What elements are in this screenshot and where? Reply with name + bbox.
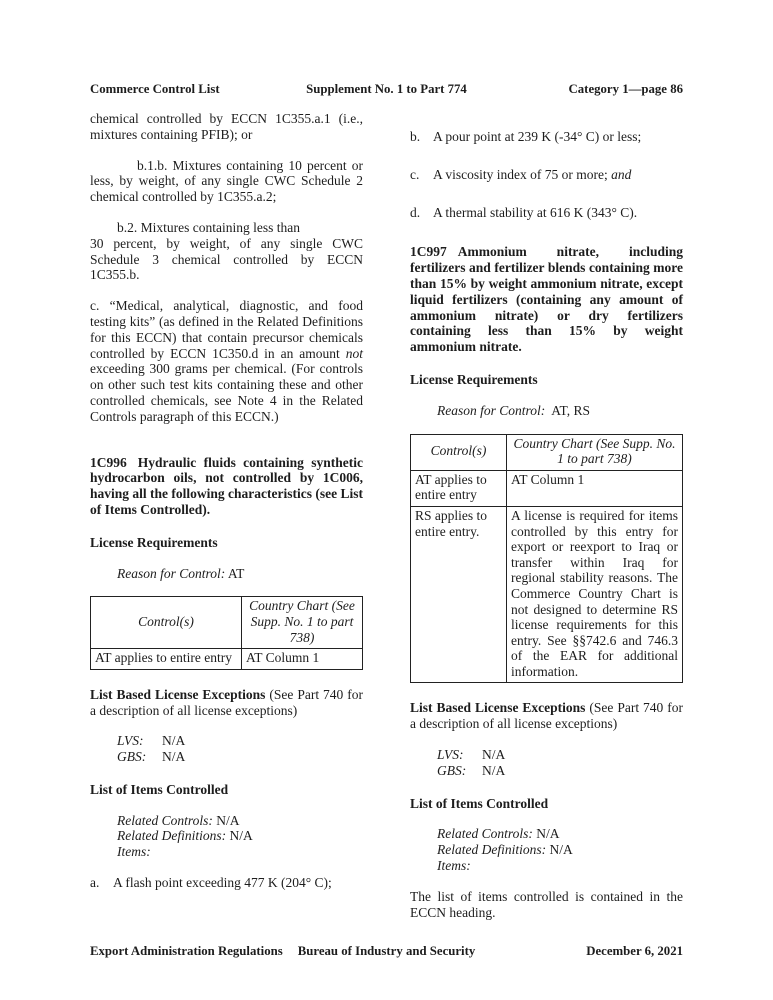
reason-for-control-1c997 (410, 403, 683, 419)
license-exceptions-group-1c997 (410, 747, 683, 779)
table-header-row (91, 597, 363, 649)
related-definitions-line (410, 842, 683, 858)
lble-heading-bold: List Based License Exceptions (410, 700, 586, 716)
table-cell-chart-at: AT Column 1 (507, 470, 683, 506)
table-row-at (411, 470, 683, 506)
related-controls-line (410, 826, 683, 842)
header-document-title: Commerce Control List (90, 82, 220, 96)
license-requirements-heading-1c996: License Requirements (90, 534, 218, 550)
related-controls-line (90, 813, 363, 829)
table-header-country-chart: Country Chart (See Supp. No. 1 to part 738) (507, 434, 683, 470)
eccn-1c997-heading (410, 244, 683, 355)
paragraph-c-text-cont: exceeding 300 grams per chemical. (For controls on other such test kits containing these and other controlled chemicals, see Note 4 in the Related Controls paragraph of this ECCN.) (90, 361, 363, 424)
list-item-c-text: A viscosity index of 75 or more; and (433, 166, 632, 182)
table-row-rs (411, 506, 683, 683)
related-definitions-value: N/A (229, 828, 253, 844)
footer-date: December 6, 2021 (586, 944, 683, 958)
lvs-value: N/A (482, 747, 506, 763)
paragraph-b2-rest: 30 percent, by weight, of any single CWC Schedule 3 chemical controlled by ECCN 1C355.b. (90, 235, 363, 283)
related-controls-value: N/A (216, 812, 240, 828)
license-exception-lvs (90, 733, 363, 749)
eccn-1c996-title: Hydraulic fluids containing synthetic hydrocarbon oils, not controlled by 1C006, having all the following characteristics (see List of Items Controlled). (90, 454, 363, 517)
related-controls-label: Related Controls: (437, 826, 533, 842)
list-item-c-italic: and (611, 166, 632, 182)
list-item-c-marker: c. (410, 166, 420, 182)
two-column-body (90, 111, 683, 920)
paragraph-c-text: c. “Medical, analytical, diagnostic, and food testing kits” (as defined in the Related Definitions for this ECCN) that contain precursor chemicals controlled by ECCN 1C350.d in an amount (90, 298, 363, 361)
paragraph-b2 (90, 220, 363, 283)
items-line (90, 844, 363, 860)
items-label: Items: (117, 844, 151, 860)
header-supplement-title: Supplement No. 1 to Part 774 (306, 82, 467, 96)
related-definitions-label: Related Definitions: (437, 842, 547, 858)
table-cell-control: AT applies to entire entry (91, 649, 242, 670)
lble-heading-rest: (See Part 740 for a description of all license exceptions) (90, 686, 363, 718)
lvs-label: LVS: (437, 747, 464, 763)
list-item-b-marker: b. (410, 129, 421, 144)
paragraph-c-italic: not (345, 345, 363, 361)
list-item-a-text: A flash point exceeding 477 K (204° C); (113, 875, 332, 891)
related-controls-label: Related Controls: (117, 812, 213, 828)
reason-for-control-value: AT (227, 565, 245, 581)
lvs-value: N/A (162, 733, 186, 749)
reason-for-control-1c996 (90, 566, 363, 582)
table-cell-chart-rs: A license is required for items controlled by this entry for export or reexport to Iraq or transfer within Iraq for regional stability reasons. The Commerce Country Chart is not designed to determine RS license requirements for this entry. See §§742.6 and 746.3 of the EAR for additional information. (507, 506, 683, 683)
table-header-controls: Control(s) (411, 434, 507, 470)
gbs-label: GBS: (437, 762, 467, 778)
license-exception-gbs (90, 749, 363, 765)
related-group-1c997 (410, 826, 683, 873)
lvs-label: LVS: (117, 733, 144, 749)
paragraph-b1b: b.1.b. Mixtures containing 10 percent or less, by weight, of any single CWC Schedule 2 chemical controlled by 1C355.a.2; (90, 157, 363, 205)
reason-for-control-label: Reason for Control: (437, 402, 546, 418)
left-column (90, 111, 363, 920)
final-paragraph: The list of items controlled is contained in the ECCN heading. (410, 888, 683, 920)
paragraph-b2-line1: b.2. Mixtures containing less than (117, 219, 300, 235)
paragraph-continuation: chemical controlled by ECCN 1C355.a.1 (i.e., mixtures containing PFIB); or (90, 111, 363, 142)
list-of-items-controlled-heading-1c997: List of Items Controlled (410, 795, 549, 811)
lble-heading-bold: List Based License Exceptions (90, 686, 266, 702)
eccn-1c996-heading (90, 455, 363, 518)
gbs-value: N/A (162, 749, 186, 765)
country-chart-table-1c996 (90, 596, 363, 669)
table-header-row (411, 434, 683, 470)
list-based-license-exceptions-1c996 (90, 687, 363, 719)
license-exceptions-group-1c996 (90, 733, 363, 765)
page-header (90, 82, 683, 96)
footer-bureau-title: Bureau of Industry and Security (297, 944, 476, 958)
gbs-value: N/A (482, 762, 506, 778)
license-requirements-heading-1c997: License Requirements (410, 371, 538, 387)
list-item-b-text: A pour point at 239 K (-34° C) or less; (433, 129, 642, 144)
license-exception-gbs (410, 763, 683, 779)
related-definitions-value: N/A (549, 842, 573, 858)
list-of-items-controlled-heading-1c996: List of Items Controlled (90, 781, 229, 797)
gbs-label: GBS: (117, 749, 147, 765)
eccn-1c997-code: 1C997 (410, 244, 447, 260)
related-group-1c996 (90, 813, 363, 860)
eccn-1c996-code: 1C996 (90, 454, 127, 470)
table-cell-control-rs: RS applies to entire entry. (411, 506, 507, 683)
list-item-c (410, 167, 683, 183)
table-header-country-chart: Country Chart (See Supp. No. 1 to part 738) (242, 597, 363, 649)
header-category-page-number: Category 1—page 86 (568, 82, 683, 96)
list-item-a-marker: a. (90, 875, 100, 891)
license-exception-lvs (410, 747, 683, 763)
list-item-d-text: A thermal stability at 616 K (343° C). (433, 204, 638, 220)
eccn-1c997-title: Ammonium nitrate, including fertilizers and fertilizer blends containing more than 15% by weight ammonium nitrate, except liquid fertilizers (containing any amount of ammonium nitrate) or dry fertilizers containing less than 15% by weight ammonium nitrate. (410, 244, 683, 355)
list-item-d-marker: d. (410, 204, 421, 220)
lble-heading-rest: (See Part 740 for a description of all license exceptions) (410, 700, 683, 732)
table-cell-chart: AT Column 1 (242, 649, 363, 670)
table-row (91, 649, 363, 670)
list-item-a (90, 875, 363, 891)
related-controls-value: N/A (536, 826, 560, 842)
table-header-controls: Control(s) (91, 597, 242, 649)
footer-regulations-title: Export Administration Regulations (90, 944, 283, 958)
list-based-license-exceptions-1c997 (410, 700, 683, 732)
related-definitions-label: Related Definitions: (117, 828, 227, 844)
items-label: Items: (437, 858, 471, 874)
right-column (410, 111, 683, 920)
paragraph-c (90, 298, 363, 424)
country-chart-table-1c997 (410, 434, 683, 684)
table-cell-control-at: AT applies to entire entry (411, 470, 507, 506)
related-definitions-line (90, 828, 363, 844)
items-line (410, 858, 683, 874)
list-item-b (410, 129, 683, 145)
list-item-d (410, 205, 683, 221)
reason-for-control-value: AT, RS (551, 402, 591, 418)
page-footer (90, 944, 683, 958)
reason-for-control-label: Reason for Control: (117, 565, 226, 581)
